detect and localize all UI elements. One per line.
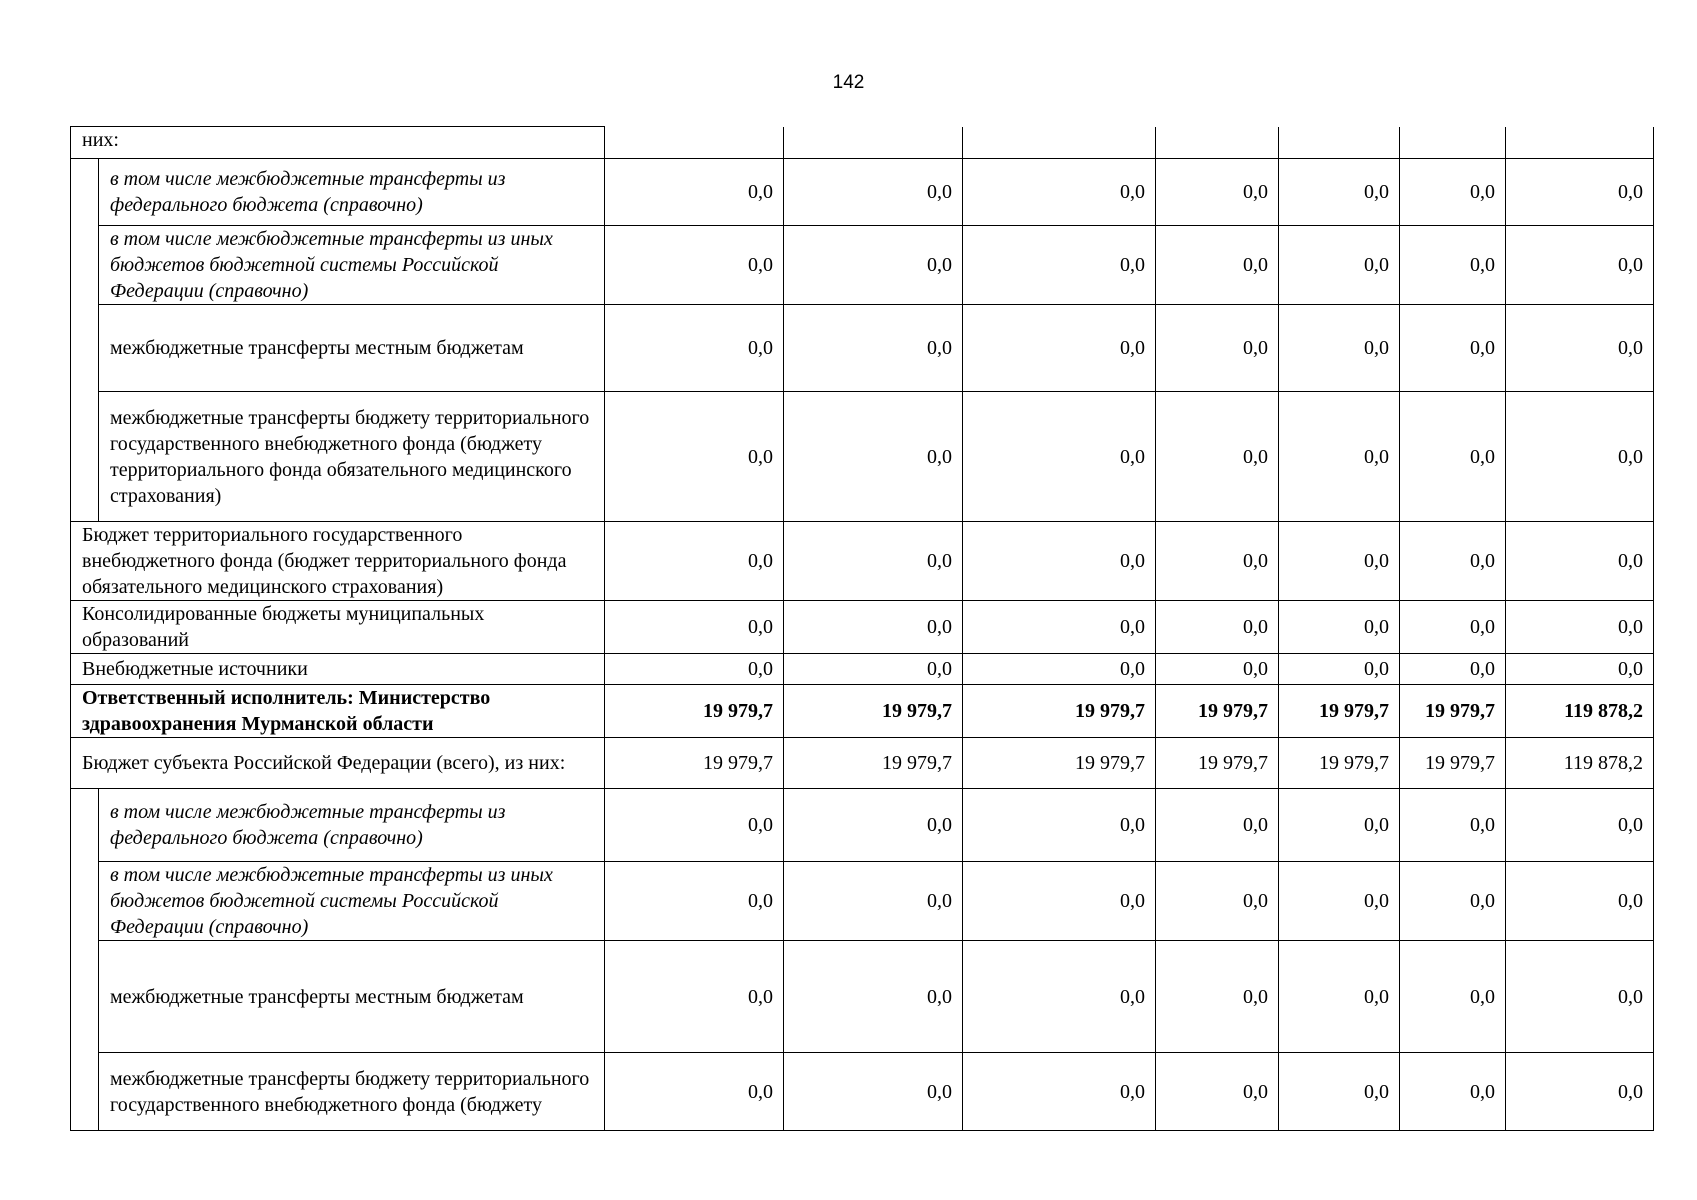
row-label: них: (71, 127, 605, 159)
row-label: Бюджет субъекта Российской Федерации (всего), из них: (71, 738, 605, 789)
row-label: в том числе межбюджетные трансферты из федерального бюджета (справочно) (99, 789, 605, 862)
value-cell: 0,0 (1506, 601, 1654, 654)
value-cell: 0,0 (1400, 1053, 1506, 1131)
value-cell: 0,0 (1279, 1053, 1400, 1131)
value-cell: 0,0 (1400, 789, 1506, 862)
value-cell: 0,0 (605, 305, 784, 392)
value-cell: 19 979,7 (1279, 738, 1400, 789)
value-cell: 19 979,7 (963, 738, 1156, 789)
value-cell: 0,0 (1279, 789, 1400, 862)
value-cell: 0,0 (784, 862, 963, 941)
value-cell: 0,0 (963, 654, 1156, 685)
row-label: межбюджетные трансферты бюджету территориального государственного внебюджетного фонда (бюджету территориального фонда обязательного медицинского страхования) (99, 392, 605, 522)
table-row (71, 654, 1654, 685)
table-row (71, 1053, 1654, 1131)
value-cell: 0,0 (963, 226, 1156, 305)
value-cell (1506, 127, 1654, 159)
row-label: Ответственный исполнитель: Министерство здравоохранения Мурманской области (71, 685, 605, 738)
value-cell: 0,0 (963, 789, 1156, 862)
value-cell: 0,0 (784, 305, 963, 392)
value-cell: 0,0 (605, 789, 784, 862)
table-row (71, 522, 1654, 601)
value-cell: 19 979,7 (1400, 738, 1506, 789)
value-cell (1156, 127, 1279, 159)
value-cell: 0,0 (1506, 392, 1654, 522)
row-label: в том числе межбюджетные трансферты из федерального бюджета (справочно) (99, 159, 605, 226)
value-cell: 0,0 (1506, 159, 1654, 226)
value-cell: 0,0 (784, 1053, 963, 1131)
value-cell: 0,0 (963, 1053, 1156, 1131)
table-row (71, 601, 1654, 654)
value-cell: 0,0 (1400, 862, 1506, 941)
table-row (71, 738, 1654, 789)
value-cell: 0,0 (784, 601, 963, 654)
page-number: 142 (832, 72, 865, 93)
value-cell: 19 979,7 (605, 685, 784, 738)
value-cell: 0,0 (963, 941, 1156, 1053)
indent-cell (71, 159, 99, 522)
value-cell: 0,0 (1156, 862, 1279, 941)
value-cell: 0,0 (784, 941, 963, 1053)
value-cell: 0,0 (1279, 392, 1400, 522)
value-cell: 0,0 (1156, 226, 1279, 305)
value-cell: 0,0 (1506, 1053, 1654, 1131)
value-cell: 0,0 (1400, 522, 1506, 601)
table-row (71, 789, 1654, 862)
value-cell: 0,0 (1156, 305, 1279, 392)
value-cell (605, 127, 784, 159)
value-cell: 0,0 (605, 941, 784, 1053)
value-cell: 0,0 (1506, 522, 1654, 601)
row-label: Бюджет территориального государственного внебюджетного фонда (бюджет территориального фонда обязательного медицинского страхования) (71, 522, 605, 601)
value-cell: 0,0 (784, 789, 963, 862)
value-cell: 0,0 (1506, 941, 1654, 1053)
value-cell: 19 979,7 (1279, 685, 1400, 738)
value-cell: 0,0 (1156, 601, 1279, 654)
value-cell (963, 127, 1156, 159)
value-cell: 0,0 (605, 392, 784, 522)
value-cell: 0,0 (1400, 392, 1506, 522)
value-cell: 0,0 (1156, 789, 1279, 862)
table-row (71, 685, 1654, 738)
budget-table (70, 126, 1654, 1131)
row-label: межбюджетные трансферты местным бюджетам (99, 305, 605, 392)
value-cell: 0,0 (605, 654, 784, 685)
value-cell: 0,0 (784, 226, 963, 305)
value-cell: 0,0 (1400, 654, 1506, 685)
value-cell: 0,0 (1279, 941, 1400, 1053)
table-row (71, 941, 1654, 1053)
value-cell: 0,0 (1400, 941, 1506, 1053)
value-cell: 0,0 (1156, 654, 1279, 685)
value-cell (1279, 127, 1400, 159)
value-cell: 0,0 (784, 392, 963, 522)
value-cell: 0,0 (963, 601, 1156, 654)
value-cell: 19 979,7 (605, 738, 784, 789)
value-cell: 0,0 (1156, 522, 1279, 601)
value-cell: 0,0 (1279, 159, 1400, 226)
value-cell (1400, 127, 1506, 159)
value-cell: 0,0 (605, 601, 784, 654)
value-cell: 0,0 (1506, 226, 1654, 305)
value-cell: 0,0 (605, 226, 784, 305)
value-cell: 0,0 (1506, 789, 1654, 862)
value-cell: 0,0 (1506, 305, 1654, 392)
value-cell: 19 979,7 (1156, 685, 1279, 738)
value-cell: 0,0 (605, 159, 784, 226)
value-cell: 19 979,7 (784, 685, 963, 738)
value-cell: 0,0 (1156, 392, 1279, 522)
value-cell: 0,0 (605, 862, 784, 941)
value-cell: 0,0 (1400, 159, 1506, 226)
value-cell: 0,0 (963, 159, 1156, 226)
value-cell: 0,0 (963, 522, 1156, 601)
value-cell: 0,0 (605, 1053, 784, 1131)
value-cell: 0,0 (605, 522, 784, 601)
value-cell: 19 979,7 (1400, 685, 1506, 738)
value-cell: 0,0 (1279, 226, 1400, 305)
row-label: межбюджетные трансферты местным бюджетам (99, 941, 605, 1053)
table-row (71, 127, 1654, 159)
indent-cell (71, 789, 99, 1131)
value-cell: 19 979,7 (1156, 738, 1279, 789)
value-cell: 0,0 (1400, 601, 1506, 654)
table-row (71, 862, 1654, 941)
value-cell: 0,0 (1400, 305, 1506, 392)
value-cell: 0,0 (784, 522, 963, 601)
value-cell: 19 979,7 (784, 738, 963, 789)
value-cell: 0,0 (1156, 1053, 1279, 1131)
value-cell: 0,0 (784, 654, 963, 685)
value-cell: 0,0 (963, 305, 1156, 392)
row-label: Внебюджетные источники (71, 654, 605, 685)
table-row (71, 226, 1654, 305)
table-row (71, 305, 1654, 392)
value-cell: 0,0 (1279, 862, 1400, 941)
value-cell: 0,0 (784, 159, 963, 226)
table-row (71, 392, 1654, 522)
value-cell (784, 127, 963, 159)
value-cell: 0,0 (1156, 159, 1279, 226)
value-cell: 0,0 (1279, 654, 1400, 685)
value-cell: 0,0 (963, 862, 1156, 941)
table-row (71, 159, 1654, 226)
row-label: Консолидированные бюджеты муниципальных образований (71, 601, 605, 654)
value-cell: 0,0 (1279, 305, 1400, 392)
value-cell: 0,0 (963, 392, 1156, 522)
row-label: в том числе межбюджетные трансферты из иных бюджетов бюджетной системы Российской Федерации (справочно) (99, 862, 605, 941)
row-label: межбюджетные трансферты бюджету территориального государственного внебюджетного фонда (бюджету (99, 1053, 605, 1131)
value-cell: 19 979,7 (963, 685, 1156, 738)
value-cell: 0,0 (1156, 941, 1279, 1053)
value-cell: 119 878,2 (1506, 685, 1654, 738)
value-cell: 0,0 (1506, 862, 1654, 941)
value-cell: 0,0 (1279, 522, 1400, 601)
value-cell: 0,0 (1279, 601, 1400, 654)
value-cell: 0,0 (1506, 654, 1654, 685)
row-label: в том числе межбюджетные трансферты из иных бюджетов бюджетной системы Российской Федерации (справочно) (99, 226, 605, 305)
value-cell: 119 878,2 (1506, 738, 1654, 789)
value-cell: 0,0 (1400, 226, 1506, 305)
